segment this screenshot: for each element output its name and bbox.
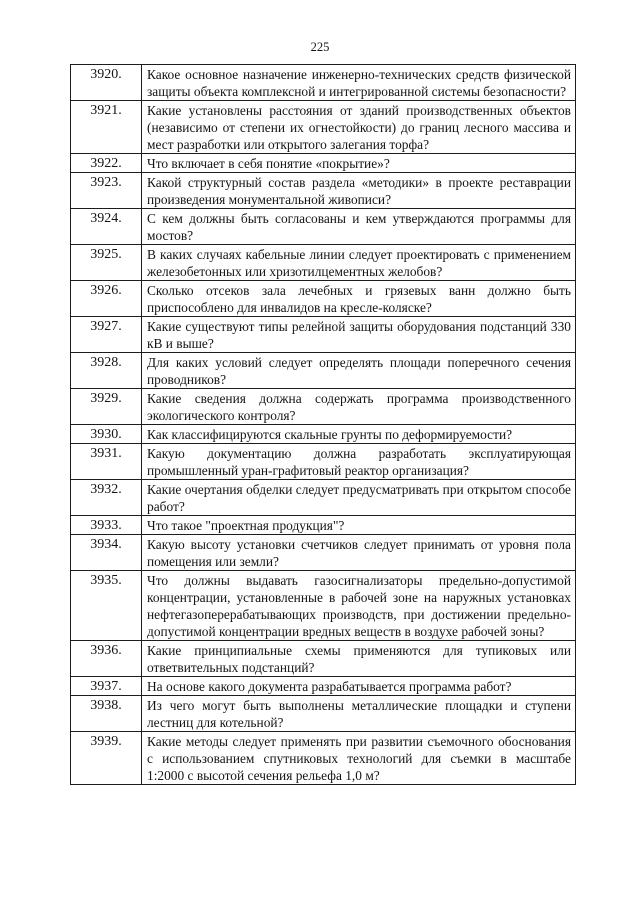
questions-table bbox=[70, 64, 576, 785]
question-text: Из чего могут быть выполнены металлические площадки и ступени лестниц для котельной? bbox=[142, 696, 576, 732]
question-text: На основе какого документа разрабатывается программа работ? bbox=[142, 677, 576, 696]
question-text: Что должны выдавать газосигнализаторы предельно-допустимой концентрации, установленные в рабочей зоне на наружных установках нефтегазоперерабатывающих производств, при достижении предельно-допустимой концентрации вредных веществ в воздухе рабочей зоны? bbox=[142, 571, 576, 641]
question-number: 3925. bbox=[71, 245, 142, 281]
question-number: 3938. bbox=[71, 696, 142, 732]
table-row bbox=[71, 245, 576, 281]
table-row bbox=[71, 425, 576, 444]
question-text: Какие принципиальные схемы применяются для тупиковых или ответвительных подстанций? bbox=[142, 641, 576, 677]
table-row bbox=[71, 317, 576, 353]
question-text: Что включает в себя понятие «покрытие»? bbox=[142, 154, 576, 173]
table-row bbox=[71, 154, 576, 173]
question-number: 3926. bbox=[71, 281, 142, 317]
question-text: Какое основное назначение инженерно-технических средств физической защиты объекта комплексной и интегрированной системы безопасности? bbox=[142, 65, 576, 101]
table-row bbox=[71, 677, 576, 696]
questions-table-body bbox=[71, 65, 576, 785]
question-text: Какие очертания обделки следует предусматривать при открытом способе работ? bbox=[142, 480, 576, 516]
question-number: 3921. bbox=[71, 101, 142, 154]
question-text: Как классифицируются скальные грунты по деформируемости? bbox=[142, 425, 576, 444]
question-text: Для каких условий следует определять площади поперечного сечения проводников? bbox=[142, 353, 576, 389]
table-row bbox=[71, 389, 576, 425]
question-number: 3936. bbox=[71, 641, 142, 677]
table-row bbox=[71, 571, 576, 641]
question-number: 3937. bbox=[71, 677, 142, 696]
table-row bbox=[71, 696, 576, 732]
question-number: 3920. bbox=[71, 65, 142, 101]
table-row bbox=[71, 641, 576, 677]
question-number: 3931. bbox=[71, 444, 142, 480]
page-number: 225 bbox=[310, 40, 330, 54]
question-number: 3933. bbox=[71, 516, 142, 535]
question-text: Какие установлены расстояния от зданий производственных объектов (независимо от степени их огнестойкости) до границ лесного массива и мест разработки или открытого залегания торфа? bbox=[142, 101, 576, 154]
table-row bbox=[71, 281, 576, 317]
table-row bbox=[71, 173, 576, 209]
question-number: 3927. bbox=[71, 317, 142, 353]
table-row bbox=[71, 444, 576, 480]
question-text: Какую документацию должна разработать эксплуатирующая промышленный уран-графитовый реактор организация? bbox=[142, 444, 576, 480]
question-text: Какие сведения должна содержать программа производственного экологического контроля? bbox=[142, 389, 576, 425]
question-text: Какой структурный состав раздела «методики» в проекте реставрации произведения монументальной живописи? bbox=[142, 173, 576, 209]
question-text: Сколько отсеков зала лечебных и грязевых ванн должно быть приспособлено для инвалидов на кресле-коляске? bbox=[142, 281, 576, 317]
question-number: 3923. bbox=[71, 173, 142, 209]
question-text: Какие методы следует применять при развитии съемочного обоснования с использованием спутниковых технологий для съемки в масштабе 1:2000 с высотой сечения рельефа 1,0 м? bbox=[142, 732, 576, 785]
table-row bbox=[71, 516, 576, 535]
question-number: 3924. bbox=[71, 209, 142, 245]
question-text: Какие существуют типы релейной защиты оборудования подстанций 330 кВ и выше? bbox=[142, 317, 576, 353]
question-text: В каких случаях кабельные линии следует проектировать с применением железобетонных или хризотилцементных желобов? bbox=[142, 245, 576, 281]
question-number: 3939. bbox=[71, 732, 142, 785]
question-number: 3928. bbox=[71, 353, 142, 389]
table-row bbox=[71, 209, 576, 245]
question-number: 3922. bbox=[71, 154, 142, 173]
table-row bbox=[71, 65, 576, 101]
question-number: 3934. bbox=[71, 535, 142, 571]
question-number: 3929. bbox=[71, 389, 142, 425]
table-row bbox=[71, 535, 576, 571]
question-number: 3932. bbox=[71, 480, 142, 516]
table-row bbox=[71, 353, 576, 389]
question-number: 3935. bbox=[71, 571, 142, 641]
question-number: 3930. bbox=[71, 425, 142, 444]
table-row bbox=[71, 101, 576, 154]
question-text: С кем должны быть согласованы и кем утверждаются программы для мостов? bbox=[142, 209, 576, 245]
question-text: Какую высоту установки счетчиков следует принимать от уровня пола помещения или земли? bbox=[142, 535, 576, 571]
question-text: Что такое "проектная продукция"? bbox=[142, 516, 576, 535]
table-row bbox=[71, 732, 576, 785]
table-row bbox=[71, 480, 576, 516]
